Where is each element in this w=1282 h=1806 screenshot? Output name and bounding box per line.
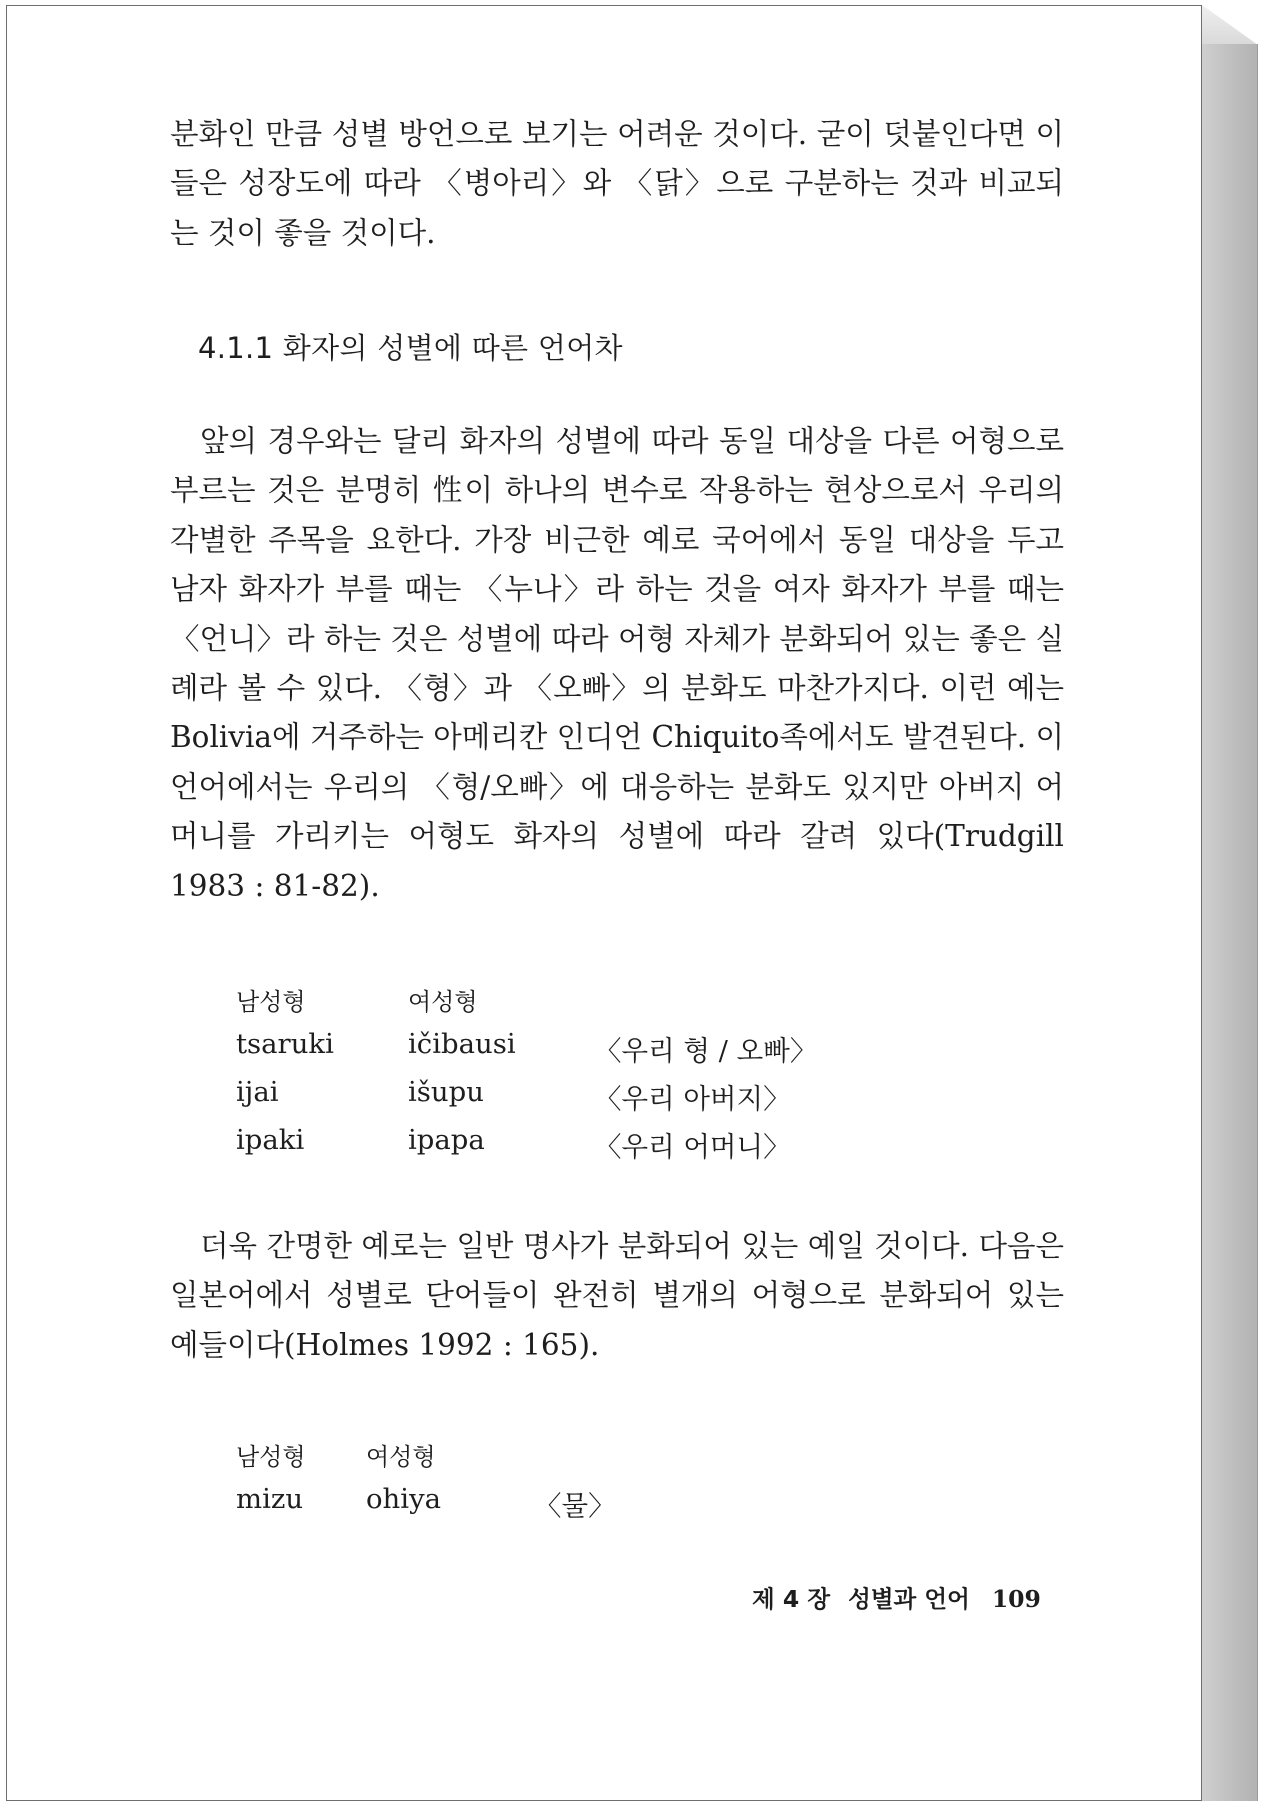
page-number: 109 xyxy=(991,1585,1041,1613)
paragraph-3: 더욱 간명한 예로는 일반 명사가 분화되어 있는 예일 것이다. 다음은 일본어에서 성별로 단어들이 완전히 별개의 어형으로 분화되어 있는 예들이다(Holmes 1992 : 165). xyxy=(170,1229,1064,1362)
male-form: ijai xyxy=(236,1076,279,1108)
section-heading: 4.1.1 화자의 성별에 따른 언어차 xyxy=(198,331,623,365)
female-form-header: 여성형 xyxy=(408,988,478,1016)
female-form: ipapa xyxy=(408,1124,485,1156)
male-form: mizu xyxy=(236,1483,304,1515)
gloss: 〈우리 어머니〉 xyxy=(594,1131,791,1163)
gloss: 〈우리 아버지〉 xyxy=(594,1083,791,1115)
male-form: ipaki xyxy=(236,1124,305,1156)
page-footer xyxy=(752,1580,1041,1614)
chapter-label: 제 4 장 xyxy=(752,1585,831,1613)
female-form: ohiya xyxy=(366,1483,441,1515)
male-form-header: 남성형 xyxy=(236,1443,306,1471)
gloss: 〈물〉 xyxy=(534,1490,616,1522)
book-spine-top xyxy=(1202,5,1258,45)
book-spine-edge xyxy=(1202,44,1258,1801)
paragraph-2: 앞의 경우와는 달리 화자의 성별에 따라 동일 대상을 다른 어형으로 부르는 것은 분명히 性이 하나의 변수로 작용하는 현상으로서 우리의 각별한 주목을 요한다. 가장 비근한 예로 국어에서 동일 대상을 두고 남자 화자가 부를 때는 〈누나〉라 하는 것을 여자 화자가 부를 때는 〈언니〉라 하는 것은 성별에 따라 어형 자체가 분화되어 있는 좋은 실례라 볼 수 있다. 〈형〉과 〈오빠〉의 분화도 마찬가지다. 이런 예는 Bolivia에 거주하는 아메리칸 인디언 Chiquito족에서도 발견된다. 이 언어에서는 우리의 〈형/오빠〉에 대응하는 분화도 있지만 아버지 어머니를 가리키는 어형도 화자의 성별에 따라 갈려 있다(Trudgill 1983 : 81-82). xyxy=(170,424,1065,903)
chapter-title: 성별과 언어 xyxy=(848,1585,970,1613)
female-form: ičibausi xyxy=(408,1028,516,1060)
female-form-header: 여성형 xyxy=(366,1443,436,1471)
male-form-header: 남성형 xyxy=(236,988,306,1016)
paragraph-1: 분화인 만큼 성별 방언으로 보기는 어려운 것이다. 굳이 덧붙인다면 이들은 성장도에 따라 〈병아리〉와 〈닭〉으로 구분하는 것과 비교되는 것이 좋을 것이다. xyxy=(170,117,1064,250)
female-form: išupu xyxy=(408,1076,484,1108)
male-form: tsaruki xyxy=(236,1028,334,1060)
gloss: 〈우리 형 / 오빠〉 xyxy=(594,1035,818,1067)
